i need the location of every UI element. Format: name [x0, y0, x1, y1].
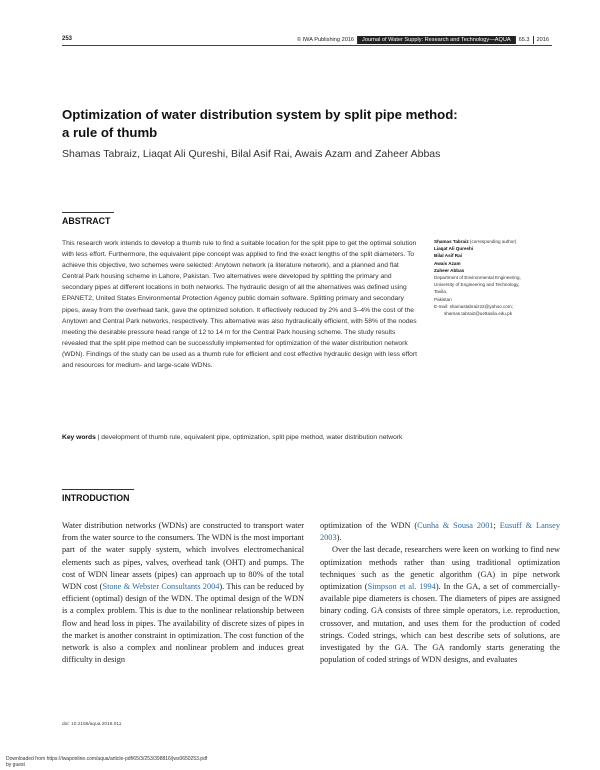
affil-author-3: Bilal Asif Rai [434, 253, 462, 259]
intro-text: ; [493, 521, 500, 530]
citation-link[interactable]: Eusuff & Lansey 2003 [320, 521, 560, 543]
intro-text: optimization of the WDN ( [320, 521, 418, 530]
keywords-text: | development of thumb rule, equivalent pipe, optimization, split pipe method, water distribution network [97, 434, 403, 441]
affil-author-1: Shamas Tabraiz [434, 239, 469, 244]
download-guest: by guest [6, 762, 25, 768]
page-number: 253 [62, 36, 73, 42]
affil-author-4: Awais Azam [434, 260, 461, 266]
intro-text: ). [336, 533, 342, 543]
affil-country: Pakistan [434, 296, 452, 302]
affil-email-1: E-mail: shamastabraiz22@yahoo.com; [434, 303, 513, 309]
intro-heading: INTRODUCTION [62, 493, 130, 503]
abstract-heading: ABSTRACT [62, 216, 111, 226]
citation-link[interactable]: Cunha & Sousa 2001 [417, 521, 494, 530]
affil-university: University of Engineering and Technology, [434, 282, 520, 288]
citation-link[interactable]: Stone & Webster Consultants 2004 [102, 582, 220, 592]
journal-name: Journal of Water Supply: Research and Technology—AQUA [358, 36, 515, 44]
affil-department: Department of Environmental Engineering, [434, 275, 521, 281]
intro-left-column [62, 520, 304, 666]
volume-label: 65.3 [518, 37, 530, 43]
intro-text: Water distribution networks (WDNs) are constructed to transport water from the water source to the consumers. The WDN is the most important part of the water supply system, which involves electromechanical elements such as pipes, valves, overhead tank (OHT) and pumps. The cost of WDN linear assets (pipes) can approach up to 80% of the total WDN cost ( [62, 521, 304, 592]
intro-text: ). This can be reduced by efficient (optimal) design of the WDN. The optimal design of the WDN is a complex problem. This is due to the nonlinear relationship between flow and head loss in pipes. The availability of discrete sizes of pipes in the market is another constraint in optimization. The cost function of the network is also a complex and nonlinear problem and induces great difficulty in design [62, 582, 304, 665]
intro-paragraph-3 [320, 544, 560, 666]
keywords-label: Key words [62, 434, 96, 441]
author-affiliation [434, 238, 564, 317]
intro-paragraph-2 [320, 520, 560, 544]
abstract-rule [62, 212, 114, 213]
download-url: Downloaded from https://iwaponline.com/aqua/article-pdf/65/3/253/398816/jws0650253.pdf [6, 756, 208, 762]
affil-author-2: Liaqat Ali Qureshi [434, 246, 474, 252]
affil-city: Taxila, [434, 289, 448, 295]
intro-rule [62, 489, 134, 490]
affil-corresponding-note: (corresponding author) [468, 239, 517, 244]
running-header [294, 36, 552, 44]
intro-right-column [320, 520, 560, 666]
intro-text: ). In the GA, a set of commercially-available pipe diameters is chosen. The diameters of pipes are assigned binary coding. GA consists of three simple operators, i.e. reproduction, crossover, and mutation, and uses them for the production of coded strings. Coded strings, which can best describe sets of solutions, are investigated by the GA. The GA randomly starts generating the population of coded strings of WDN designs, and evaluates [320, 582, 560, 665]
keywords [62, 432, 422, 443]
year-label: 2016 [536, 37, 549, 43]
author-list: Shamas Tabraiz, Liaqat Ali Qureshi, Bilal Asif Rai, Awais Azam and Zaheer Abbas [62, 148, 441, 160]
article-title: Optimization of water distribution system by split pipe method: a rule of thumb [62, 107, 458, 140]
publisher-label: © IWA Publishing 2016 [296, 37, 355, 43]
affil-author-5: Zaheer Abbas [434, 267, 465, 273]
affil-email-2: shamas.tabraiz@uettaxila.edu.pk [444, 311, 512, 317]
doi-label: doi: 10.2166/aqua.2016.011 [62, 722, 122, 727]
citation-link[interactable]: Simpson et al. 1994 [367, 582, 436, 592]
abstract-text: This research work intends to develop a thumb rule to find a suitable location for the split pipe to get the optimal solution with less effort. Furthermore, the equivalent pipe concept was applied to find the exact lengths of the split diameters. To achieve this objective, two schemes were selected: Anytown network (a literature network), and a planned and flat Central Park housing scheme in Lahore, Pakistan. Two alternatives were developed by splitting the primary and secondary pipes at different locations in both networks. The hydraulic design of all the alternatives was defined using EPANET2, United States Environmental Protection Agency public domain software. Splitting primary and secondary pipes, away from the overhead tank, gave the optimized solution. It effectively reduced by 2% and 3–4% the cost of the Anytown and Central Park networks, respectively. This alternative was also hydraulically efficient, with 58% of the nodes meeting the desirable pressure head range of 12 to 14 m for the Central Park housing scheme. The study results revealed that the split pipe method can be successfully implemented for optimization of the water distribution network (WDN). Findings of the study can be used as a thumb rule for efficient and cost effective hydraulic design with less effort and resources for medium- and large-scale WDNs. [62, 240, 417, 370]
intro-text: Over the last decade, researchers were keen on working to find new optimization methods rather than using traditional optimization techniques such as the genetic algorithm (GA) in pipe network optimization ( [320, 545, 560, 592]
download-notice [6, 756, 207, 768]
intro-paragraph-1 [62, 520, 304, 666]
header-rule [62, 45, 552, 46]
